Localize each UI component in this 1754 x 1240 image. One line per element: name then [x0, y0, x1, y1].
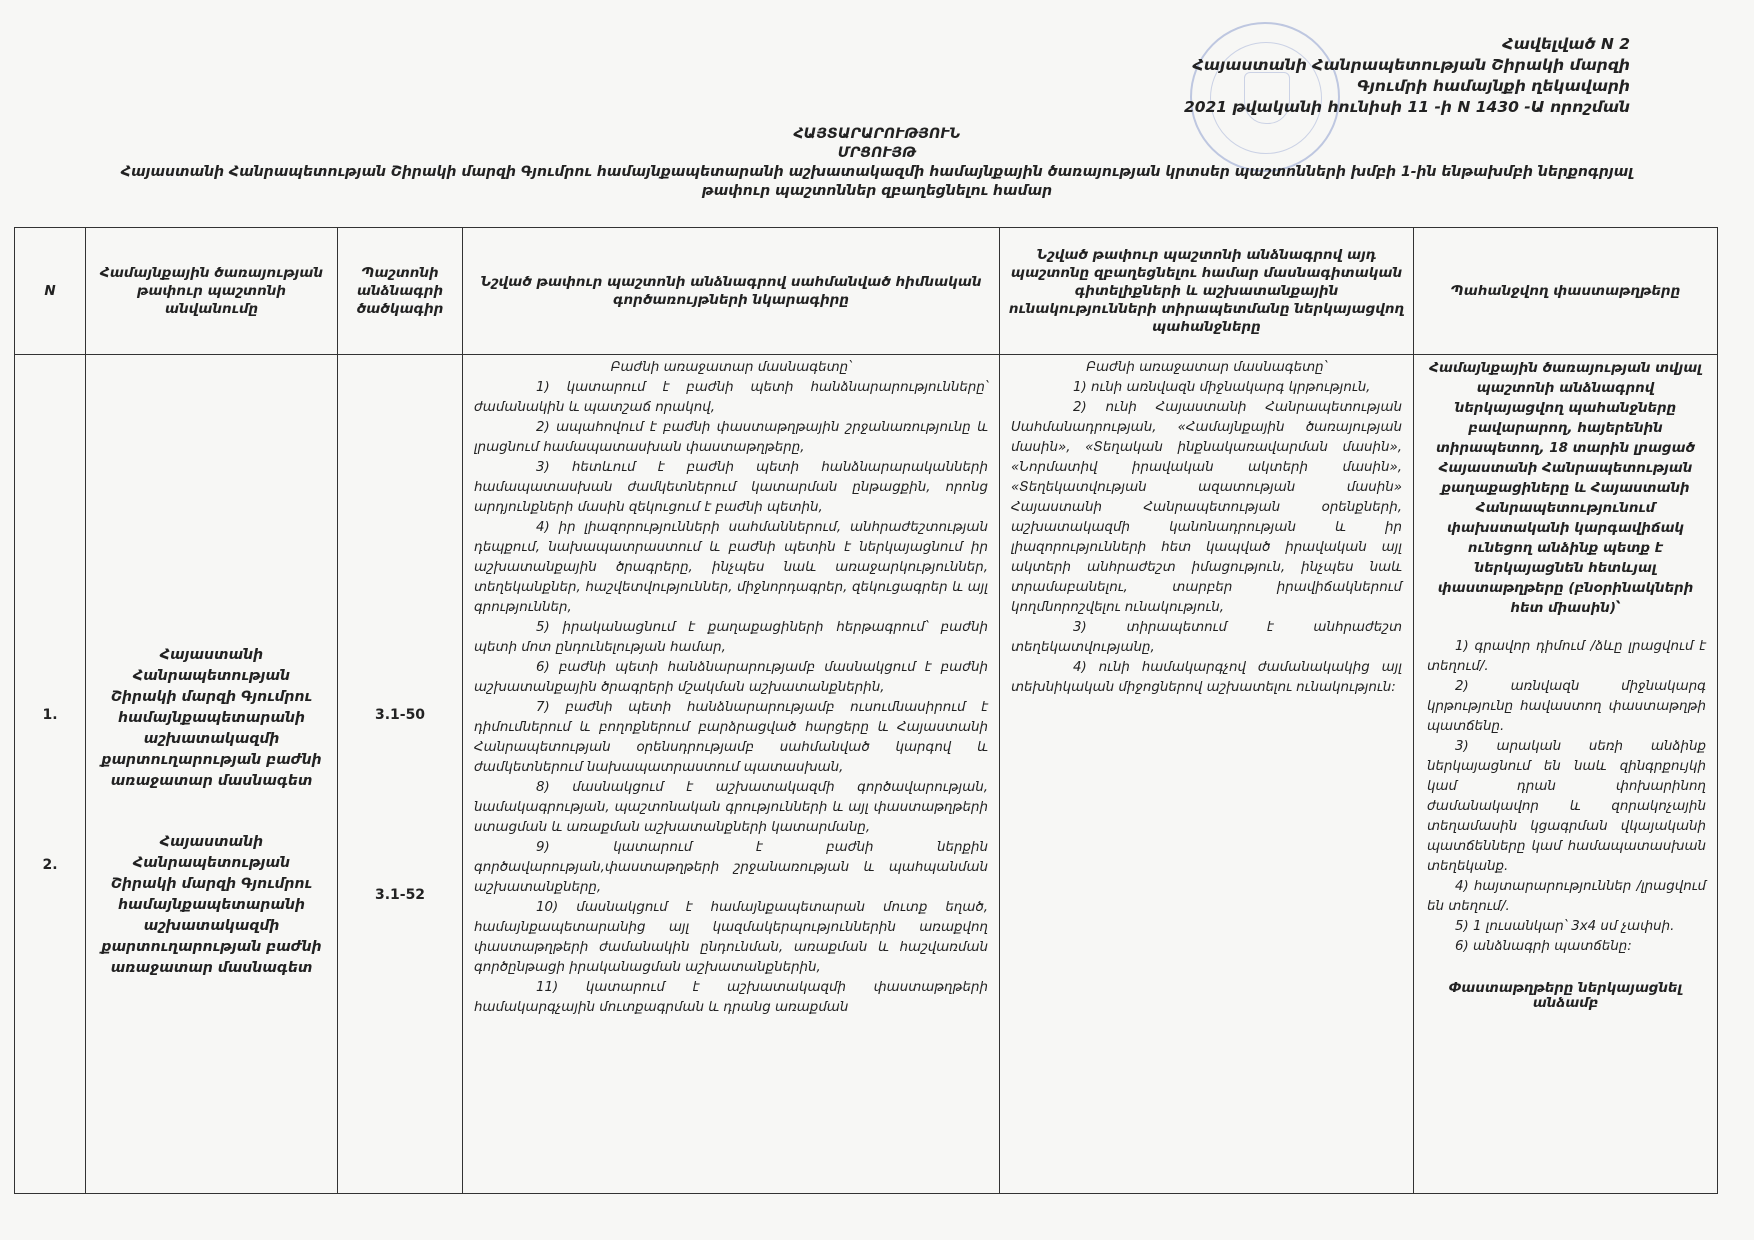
document-item: 3) արական սեռի անձինք ներկայացնում են նաև զինգրքույկի կամ դրան փոխարինող ժամանակավոր և զորակոչային տեղամասին կցագրման վկայականի պատճենները կամ համապատասխան տեղեկանք. — [1427, 739, 1706, 874]
row-1-passport-code: 3.1-50 — [374, 707, 426, 723]
header-number: N — [15, 228, 86, 355]
function-item: 9) կատարում է բաժնի ներքին գործավարության,փաստաթղթերի շրջանառության և պահպանման աշխատանքները, — [474, 840, 988, 895]
announcement-title: ՀԱՅՏԱՐԱՐՈՒԹՅՈՒՆ — [793, 126, 961, 142]
document-item: 4) հայտարարություններ /լրացվում են տեղում/. — [1427, 879, 1706, 914]
documents-intro: Համայնքային ծառայության տվյալ պաշտոնի անձնագրով ներկայացվող պահանջները բավարարող, հայերենին տիրապետող, 18 տարին լրացած Հայաստանի Հանրապետության քաղաքացիները և Հայաստանի Հանրապետությունում փախստականի կարգավիճակ ունեցող անձինք պետք է ներկայացնեն հետևյալ փաստաթղթերը (բնօրինակների հետ միասին)՝ — [1429, 361, 1702, 616]
appendix-decision: 2021 թվականի հունիսի 11 -ի N 1430 -Ա որոշման — [1183, 98, 1630, 116]
documents-cell — [1414, 355, 1718, 1194]
functions-lead: Բաժնի առաջատար մասնագետը՝ — [610, 360, 852, 375]
heading-subject-end: թափուր պաշտոններ զբաղեցնելու համար — [701, 183, 1053, 199]
requirement-item: 1) ունի առնվազն միջնակարգ կրթություն, — [1073, 380, 1371, 395]
function-item: 5) իրականացնում է քաղաքացիների հերթագրում՝ բաժնի պետի մոտ ընդունելության համար, — [474, 620, 988, 655]
documents-submission-note: Փաստաթղթերը ներկայացնել անձամբ — [1448, 981, 1683, 1011]
header-position-name: Համայնքային ծառայության թափուր պաշտոնի անվանումը — [86, 228, 338, 355]
function-item: 6) բաժնի պետի հանձնարարությամբ մասնակցում է բաժնի աշխատանքային ծրագրերի մշակման աշխատանքներին, — [474, 660, 988, 695]
requirement-item: 4) ունի համակարգչով ժամանակակից այլ տեխնիկական միջոցներով աշխատելու ունակություն: — [1011, 660, 1402, 695]
position-name-column — [86, 355, 338, 1194]
requirements-lead: Բաժնի առաջատար մասնագետը՝ — [1086, 360, 1327, 375]
row-2-number: 2. — [42, 857, 58, 873]
requirement-item: 3) տիրապետում է անհրաժեշտ տեղեկատվությանը, — [1011, 620, 1402, 655]
function-item: 3) հետևում է բաժնի պետի հանձնարարականների համապատասխան ժամկետներում կատարման ընթացքին, որոնց արդյունքների մասին զեկուցում է բաժնի պետին, — [474, 460, 988, 515]
row-2-position-name: Հայաստանի Հանրապետության Շիրակի մարզի Գյումրու համայնքապետարանի աշխատակազմի քարտուղարության բաժնի առաջատար մասնագետ — [101, 834, 322, 976]
function-item: 7) բաժնի պետի հանձնարարությամբ ուսումնասիրում է դիմումներում և բողոքներում բարձրացված հարցերը և Հայաստանի Հանրապետության օրենսդրությամբ սահմանված կարգով և ժամկետներում նախապատրաստում պատասխան, — [474, 700, 988, 775]
document-item: 1) գրավոր դիմում /ձևը լրացվում է տեղում/. — [1427, 639, 1706, 674]
appendix-region: Հայաստանի Հանրապետության Շիրակի մարզի — [1192, 56, 1630, 74]
heading-subject: Հայաստանի Հանրապետության Շիրակի մարզի Գյումրու համայնքապետարանի աշխատակազմի համայնքային ծառայության կրտսեր պաշտոնների խմբի 1-ին ենթախմբի ներքոգրյալ — [120, 164, 1634, 180]
document-heading — [0, 125, 1754, 201]
document-item: 6) անձնագրի պատճենը: — [1455, 939, 1632, 954]
appendix-authority: Գյումրի համայնքի ղեկավարի — [1357, 77, 1630, 95]
document-item: 2) առնվազն միջնակարգ կրթությունը հավաստող փաստաթղթի պատճենը. — [1427, 679, 1706, 734]
requirements-cell — [1000, 355, 1414, 1194]
appendix-reference — [1184, 34, 1630, 118]
function-item: 11) կատարում է աշխատակազմի փաստաթղթերի համակարգչային մուտքագրման և դրանց առաքման — [474, 980, 988, 1015]
function-item: 8) մասնակցում է աշխատակազմի գործավարության, նամակագրության, պաշտոնական գրությունների և այլ փաստաթղթերի ստացման և առաքման աշխատանքների կատարմանը, — [474, 780, 988, 835]
header-functions: Նշված թափուր պաշտոնի անձնագրով սահմանված հիմնական գործառույթների նկարագիրը — [463, 228, 1000, 355]
function-item: 1) կատարում է բաժնի պետի հանձնարարությունները՝ ժամանակին և պատշաճ որակով, — [474, 380, 988, 415]
function-item: 10) մասնակցում է համայնքապետարան մուտք եղած, համայնքապետարանից այլ կազմակերպություններին առաքվող փաստաթղթերի ժամանակին ընդունման, առաքման և հաշվառման գործընթացի իրականացման աշխատանքներին, — [474, 900, 988, 975]
appendix-number: Հավելված N 2 — [1502, 35, 1630, 53]
function-item: 4) իր լիազորությունների սահմաններում, անհրաժեշտության դեպքում, նախապատրաստում և բաժնի պետին է ներկայացնում իր աշխատանքային ծրագրերը, ինչպես նաև առաջարկություններ, տեղեկանքներ, հաշվետվություններ, միջնորդագրեր, զեկուցագրեր և այլ գրություններ, — [474, 520, 988, 615]
row-1-position-name: Հայաստանի Հանրապետության Շիրակի մարզի Գյումրու համայնքապետարանի աշխատակազմի քարտուղարության բաժնի առաջատար մասնագետ — [101, 647, 322, 789]
competition-title: ՄՐՑՈՒՅԹ — [837, 145, 917, 161]
table-header-row — [15, 228, 1718, 355]
header-documents: Պահանջվող փաստաթղթերը — [1414, 228, 1718, 355]
vacancy-table — [14, 227, 1718, 1194]
table-row — [15, 355, 1718, 1194]
requirement-item: 2) ունի Հայաստանի Հանրապետության Սահմանադրության, «Համայնքային ծառայության մասին», «Տեղական ինքնակառավարման մասին», «Նորմատիվ իրավական ակտերի մասին», «Տեղեկատվության ազատության մասին» Հայաստանի Հանրապետության օրենքների, աշխատակազմի կանոնադրության և իր լիազորությունների հետ կապված իրավական այլ ակտերի անհրաժեշտ իմացություն, ինչպես նաև տրամաբանելու, տարբեր իրավիճակներում կողմնորոշվելու ունակություն, — [1011, 400, 1402, 615]
passport-code-column — [338, 355, 463, 1194]
row-2-passport-code: 3.1-52 — [374, 887, 426, 903]
functions-cell — [463, 355, 1000, 1194]
row-1-number: 1. — [42, 707, 58, 723]
number-column — [15, 355, 86, 1194]
function-item: 2) ապահովում է բաժնի փաստաթղթային շրջանառությունը և լրացնում համապատասխան փաստաթղթերը, — [474, 420, 988, 455]
header-requirements: Նշված թափուր պաշտոնի անձնագրով այդ պաշտոնը զբաղեցնելու համար մասնագիտական գիտելիքների և աշխատանքային ունակությունների տիրապետմանը ներկայացվող պահանջները — [1000, 228, 1414, 355]
header-passport-code: Պաշտոնի անձնագրի ծածկագիր — [338, 228, 463, 355]
document-item: 5) 1 լուսանկար՝ 3x4 սմ չափսի. — [1455, 919, 1675, 934]
